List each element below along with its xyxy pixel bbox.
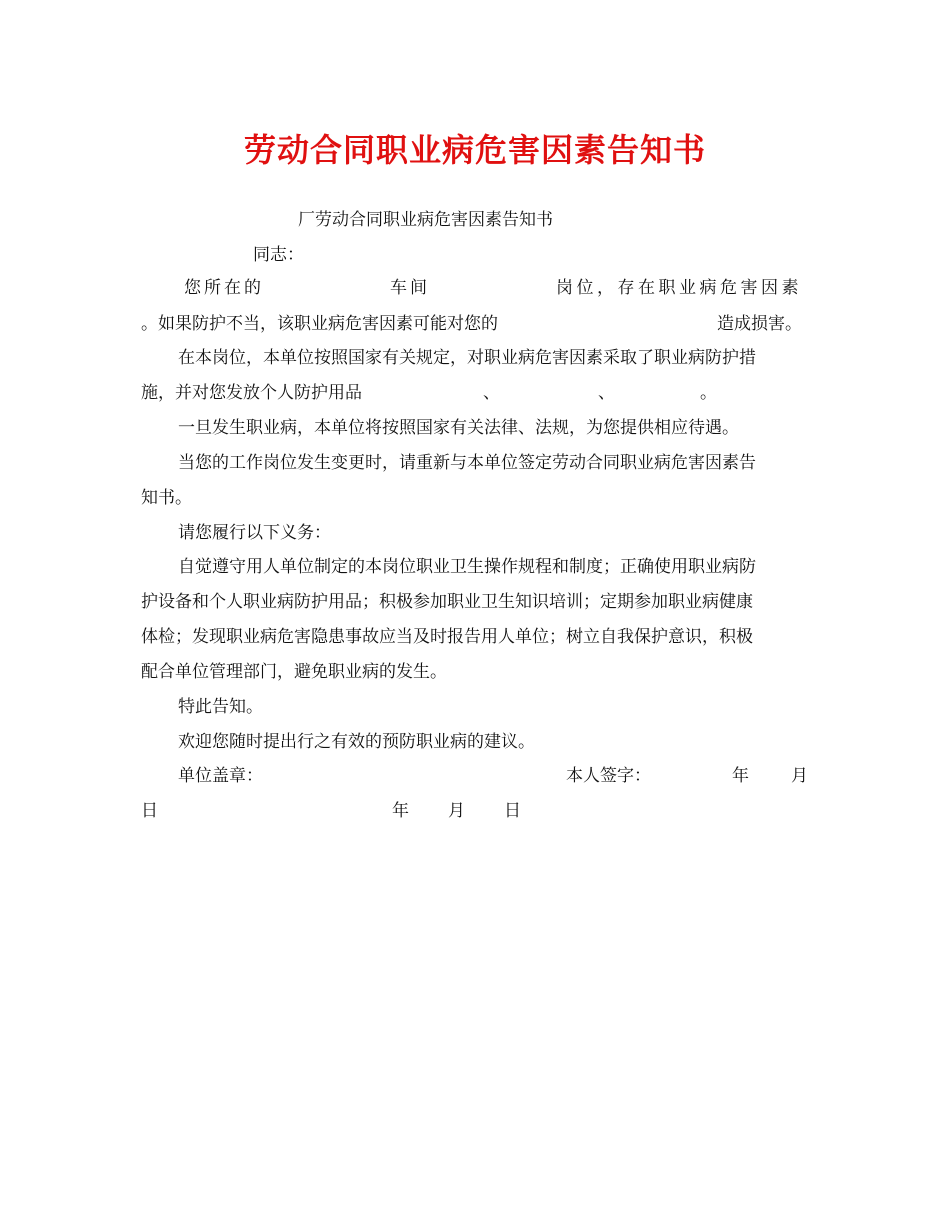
obligations-line3: 体检；发现职业病危害隐患事故应当及时报告用人单位；树立自我保护意识，积极 (141, 627, 753, 647)
sign-day-label: 日 (141, 801, 158, 821)
position-change-line1: 当您的工作岗位发生变更时，请重新与本单位签定劳动合同职业病危害因素告 (178, 453, 756, 473)
obligations-line2: 护设备和个人职业病防护用品；积极参加职业卫生知识培训；定期参加职业病健康 (141, 592, 753, 612)
workplace-label: 您所在的 (184, 278, 264, 298)
position-hazard-text: 岗位，存在职业病危害因素 (556, 278, 802, 298)
seal-day-label: 日 (504, 801, 521, 821)
sign-year-label: 年 (732, 766, 749, 786)
treatment-paragraph: 一旦发生职业病，本单位将按照国家有关法律、法规，为您提供相应待遇。 (178, 418, 739, 438)
protection-measures-line1: 在本岗位，本单位按照国家有关规定，对职业病危害因素采取了职业病防护措 (178, 348, 756, 368)
hazard-effect-text: 。如果防护不当，该职业病危害因素可能对您的 (141, 314, 498, 334)
seal-year-label: 年 (392, 801, 409, 821)
equipment-separator-1: 、 (483, 383, 500, 403)
sign-month-label: 月 (791, 766, 808, 786)
seal-month-label: 月 (448, 801, 465, 821)
obligations-line4: 配合单位管理部门，避免职业病的发生。 (141, 662, 447, 682)
personal-sign-label: 本人签字： (566, 766, 651, 786)
suggestion-invite: 欢迎您随时提出行之有效的预防职业病的建议。 (178, 732, 535, 752)
document-title: 劳动合同职业病危害因素告知书 (243, 131, 706, 169)
obligations-heading: 请您履行以下义务： (178, 523, 331, 543)
position-change-line2: 知书。 (141, 488, 192, 508)
equipment-separator-2: 、 (598, 383, 615, 403)
equipment-end: 。 (700, 383, 717, 403)
workshop-label: 车间 (390, 278, 430, 298)
damage-text: 造成损害。 (717, 314, 802, 334)
protection-measures-line2: 施，并对您发放个人防护用品 (141, 383, 362, 403)
document-subtitle: 厂劳动合同职业病危害因素告知书 (298, 210, 553, 230)
salutation: 同志： (253, 245, 304, 265)
notice-closing: 特此告知。 (178, 697, 263, 717)
unit-seal-label: 单位盖章： (178, 766, 263, 786)
obligations-line1: 自觉遵守用人单位制定的本岗位职业卫生操作规程和制度；正确使用职业病防 (178, 557, 756, 577)
